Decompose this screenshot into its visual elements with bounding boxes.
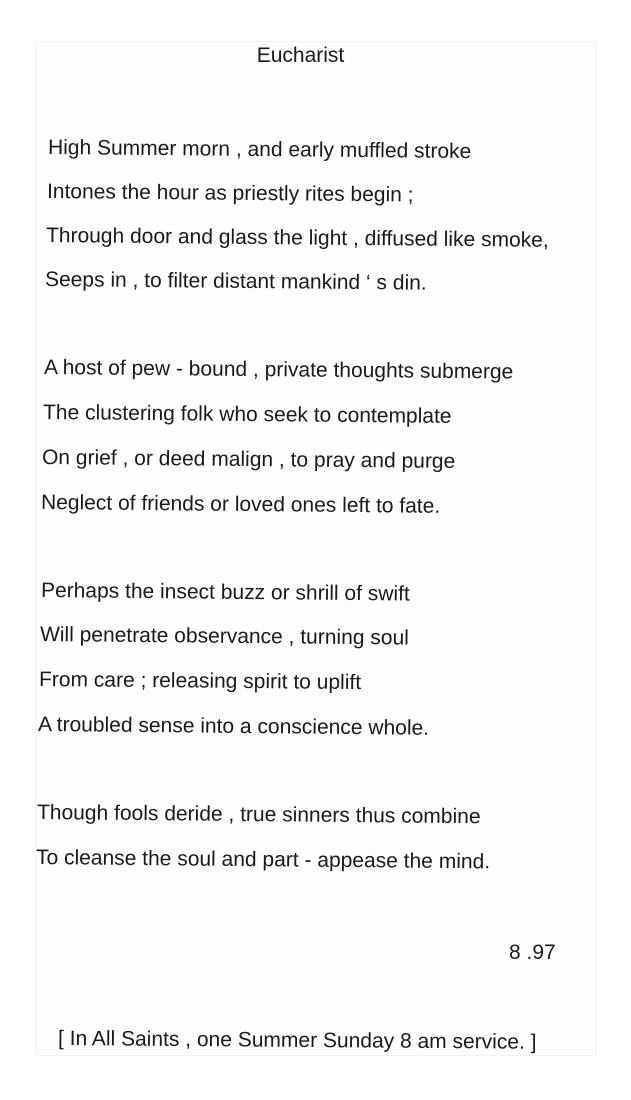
poem-line: Through door and glass the light , diffused like smoke, — [45, 224, 549, 252]
poem-title: Eucharist — [256, 44, 345, 67]
poem-line: Perhaps the insect buzz or shrill of swift — [40, 579, 410, 606]
poem-line: Will penetrate observance , turning soul — [39, 623, 409, 650]
poem-line: To cleanse the soul and part - appease the mind. — [35, 846, 491, 874]
poem-line: High Summer morn , and early muffled stroke — [47, 136, 472, 164]
poem-line: Intones the hour as priestly rites begin ; — [46, 180, 414, 207]
poem-line: A host of pew - bound , private thoughts submerge — [43, 356, 514, 384]
poem-line: Neglect of friends or loved ones left to fate. — [40, 491, 441, 518]
poem-line: The clustering folk who seek to contemplate — [42, 401, 452, 428]
poem-line: From care ; releasing spirit to uplift — [38, 668, 362, 695]
poem-date: 8 .97 — [509, 941, 556, 964]
poem-line: On grief , or deed malign , to pray and purge — [41, 446, 456, 473]
footnote: [ In All Saints , one Summer Sunday 8 am service. ] — [57, 1027, 537, 1054]
poem-line: A troubled sense into a conscience whole. — [37, 713, 430, 740]
poem-line: Though fools deride , true sinners thus combine — [36, 801, 481, 829]
poem-line: Seeps in , to filter distant mankind ‘ s din. — [44, 268, 427, 295]
